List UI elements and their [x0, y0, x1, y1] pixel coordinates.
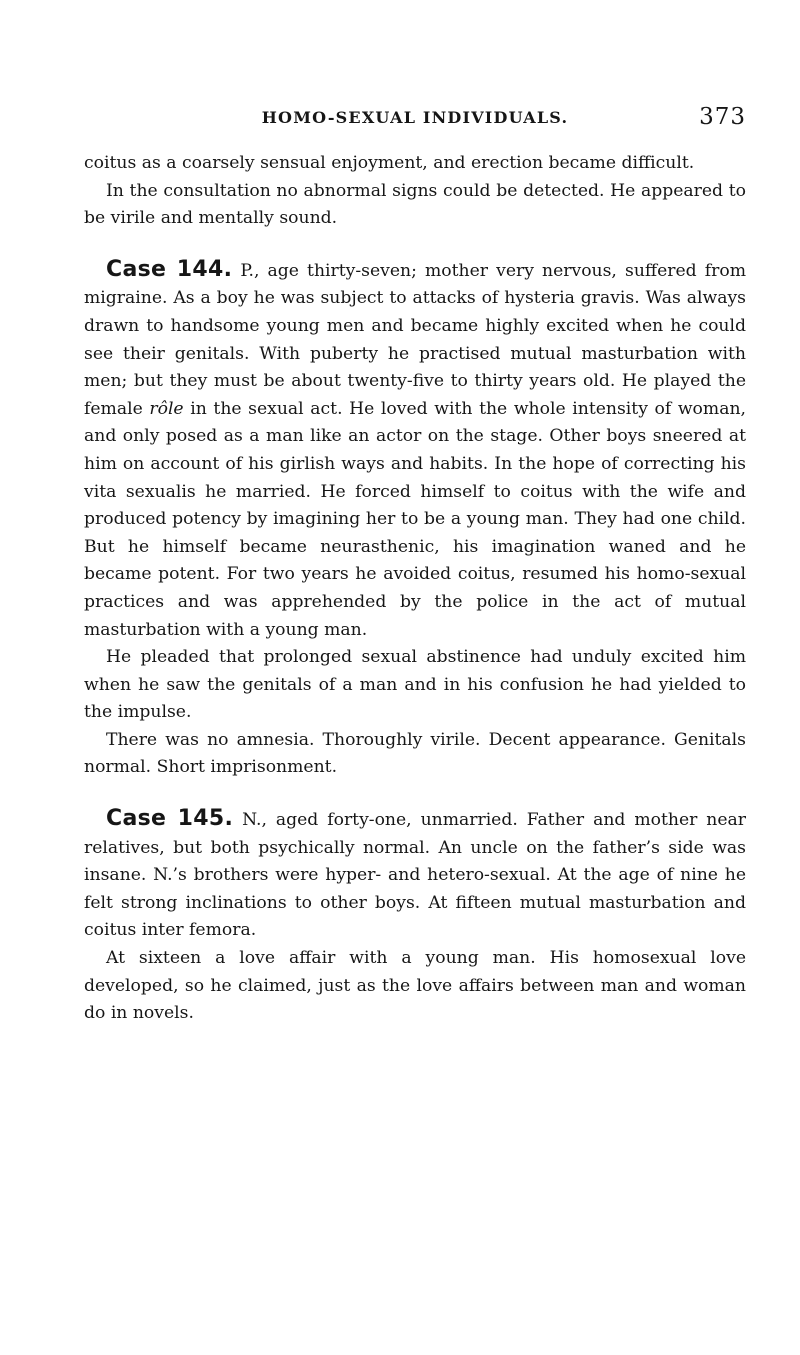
case-144-text-before: P., age thirty-seven; mother very nervous, suffered from migraine. As a boy he was subject to attacks of hysteria gravis. Was always drawn to handsome young men and became highly excited when he could see their genitals. With puberty he practised mutual masturbation with men; but they must be about twenty-five to thirty years old. He played the female [84, 260, 746, 419]
body-text [84, 150, 746, 1028]
running-head [84, 104, 746, 134]
running-title: HOMO-SEXUAL INDIVIDUALS. [261, 108, 569, 127]
case-145-text: N., aged forty-one, unmarried. Father and mother near relatives, but both psychically normal. An uncle on the father’s side was insane. N.’s brothers were hyper- and hetero-sexual. At the age of nine he felt strong inclinations to other boys. At fifteen mutual masturbation and coitus inter femora. [84, 810, 746, 941]
paragraph-case-144 [84, 256, 746, 644]
case-144-label: Case 144. [106, 256, 233, 282]
page-number: 373 [699, 104, 746, 130]
case-144-emphasis: rôle [149, 398, 184, 419]
paragraph-amnesia: There was no amnesia. Thoroughly virile. Decent appearance. Genitals normal. Short imprisonment. [84, 729, 746, 778]
case-145-label: Case 145. [106, 806, 234, 832]
paragraph-pleaded: He pleaded that prolonged sexual abstinence had unduly excited him when he saw the genitals of a man and in his confusion he had yielded to the impulse. [84, 647, 746, 723]
paragraph-case-145 [84, 805, 746, 945]
case-144-text-after: in the sexual act. He loved with the whole intensity of woman, and only posed as a man like an actor on the stage. Other boys sneered at him on account of his girlish ways and habits. In the hope of correcting his vita sexualis he married. He forced himself to coitus with the wife and produced potency by imagining her to be a young man. They had one child. But he himself became neurasthenic, his imagination waned and he became potent. For two years he avoided coitus, resumed his homo-sexual practices and was apprehended by the police in the act of mutual masturbation with a young man. [84, 398, 746, 640]
paragraph-continuation: coitus as a coarsely sensual enjoyment, and erection became difficult. [84, 153, 695, 173]
paragraph-consultation: In the consultation no abnormal signs could be detected. He appeared to be virile and mentally sound. [84, 180, 746, 229]
paragraph-love-affair: At sixteen a love affair with a young man. His homosexual love developed, so he claimed, just as the love affairs between man and woman do in novels. [84, 948, 746, 1024]
